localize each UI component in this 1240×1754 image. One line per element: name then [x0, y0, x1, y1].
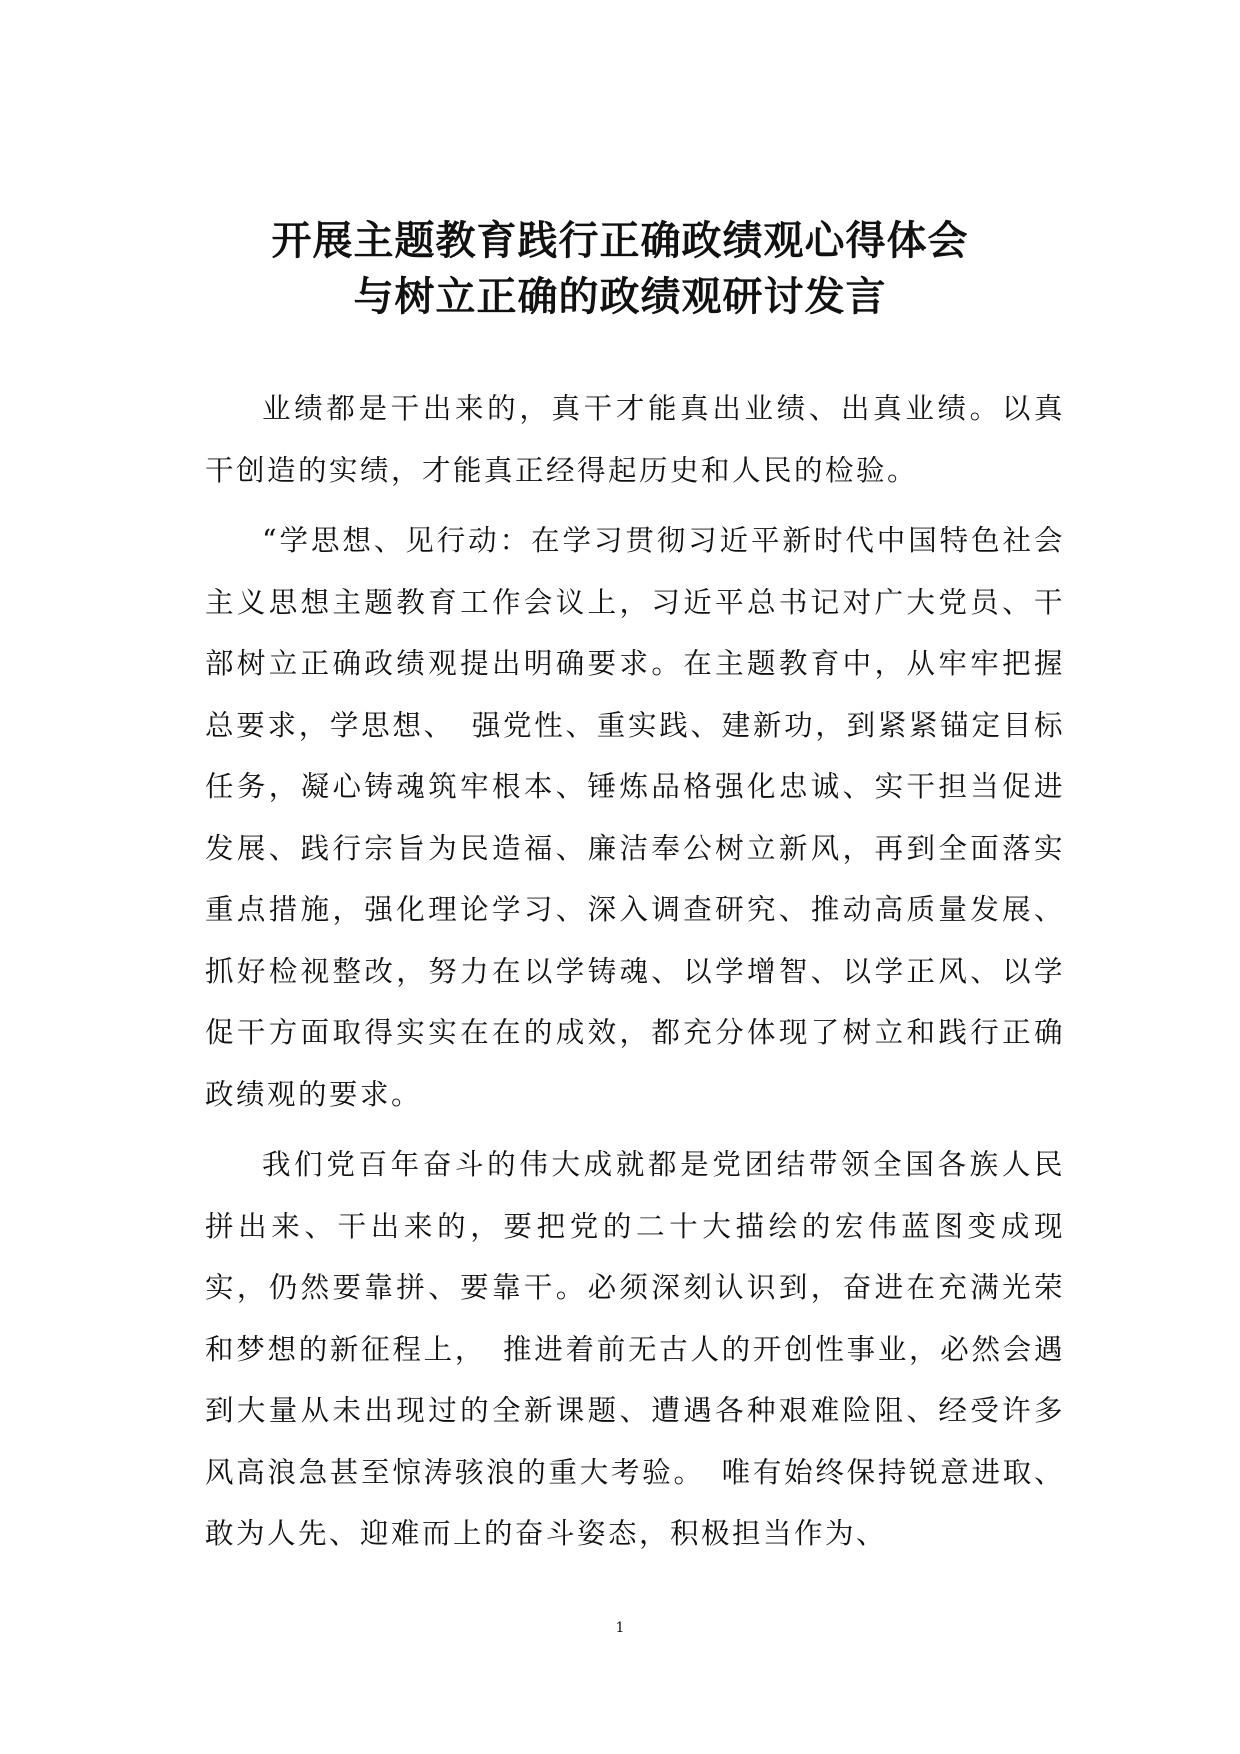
title-line-2: 与树立正确的政绩观研讨发言: [353, 274, 887, 320]
paragraph-1: 业绩都是干出来的，真干才能真出业绩、出真业绩。以真干创造的实绩，才能真正经得起历史和人民的检验。: [205, 392, 1065, 487]
paragraph-2: “学思想、见行动：在学习贯彻习近平新时代中国特色社会主义思想主题教育工作会议上，习近平总书记对广大党员、干部树立正确政绩观提出明确要求。在主题教育中，从牢牢把握总要求，学思想、 强党性、重实践、建新功，到紧紧锚定目标任务，凝心铸魂筑牢根本、锤炼品格强化忠诚、实干担当促进发展、践行宗旨为民造福、廉洁奉公树立新风，再到全面落实重点措施，强化理论学习、深入调查研究、推动高质量发展、抓好检视整改，努力在以学铸魂、以学增智、以学正风、以学促干方面取得实实在在的成效，都充分体现了树立和践行正确政绩观的要求。: [205, 524, 1065, 1111]
title-line-1: 开展主题教育践行正确政绩观心得体会: [271, 218, 969, 264]
paragraph-3: 我们党百年奋斗的伟大成就都是党团结带领全国各族人民拼出来、干出来的，要把党的二十大描绘的宏伟蓝图变成现实，仍然要靠拼、要靠干。必须深刻认识到，奋进在充满光荣和梦想的新征程上， 推进着前无古人的开创性事业，必然会遇到大量从未出现过的全新课题、遭遇各种艰难险阻、经受许多风高浪急甚至惊涛骇浪的重大考验。 唯有始终保持锐意进取、敢为人先、迎难而上的奋斗姿态，积极担当作为、: [205, 1148, 1065, 1550]
document-title: [200, 213, 1040, 325]
document-body: [205, 378, 1065, 1574]
page-number: 1: [615, 1620, 625, 1636]
